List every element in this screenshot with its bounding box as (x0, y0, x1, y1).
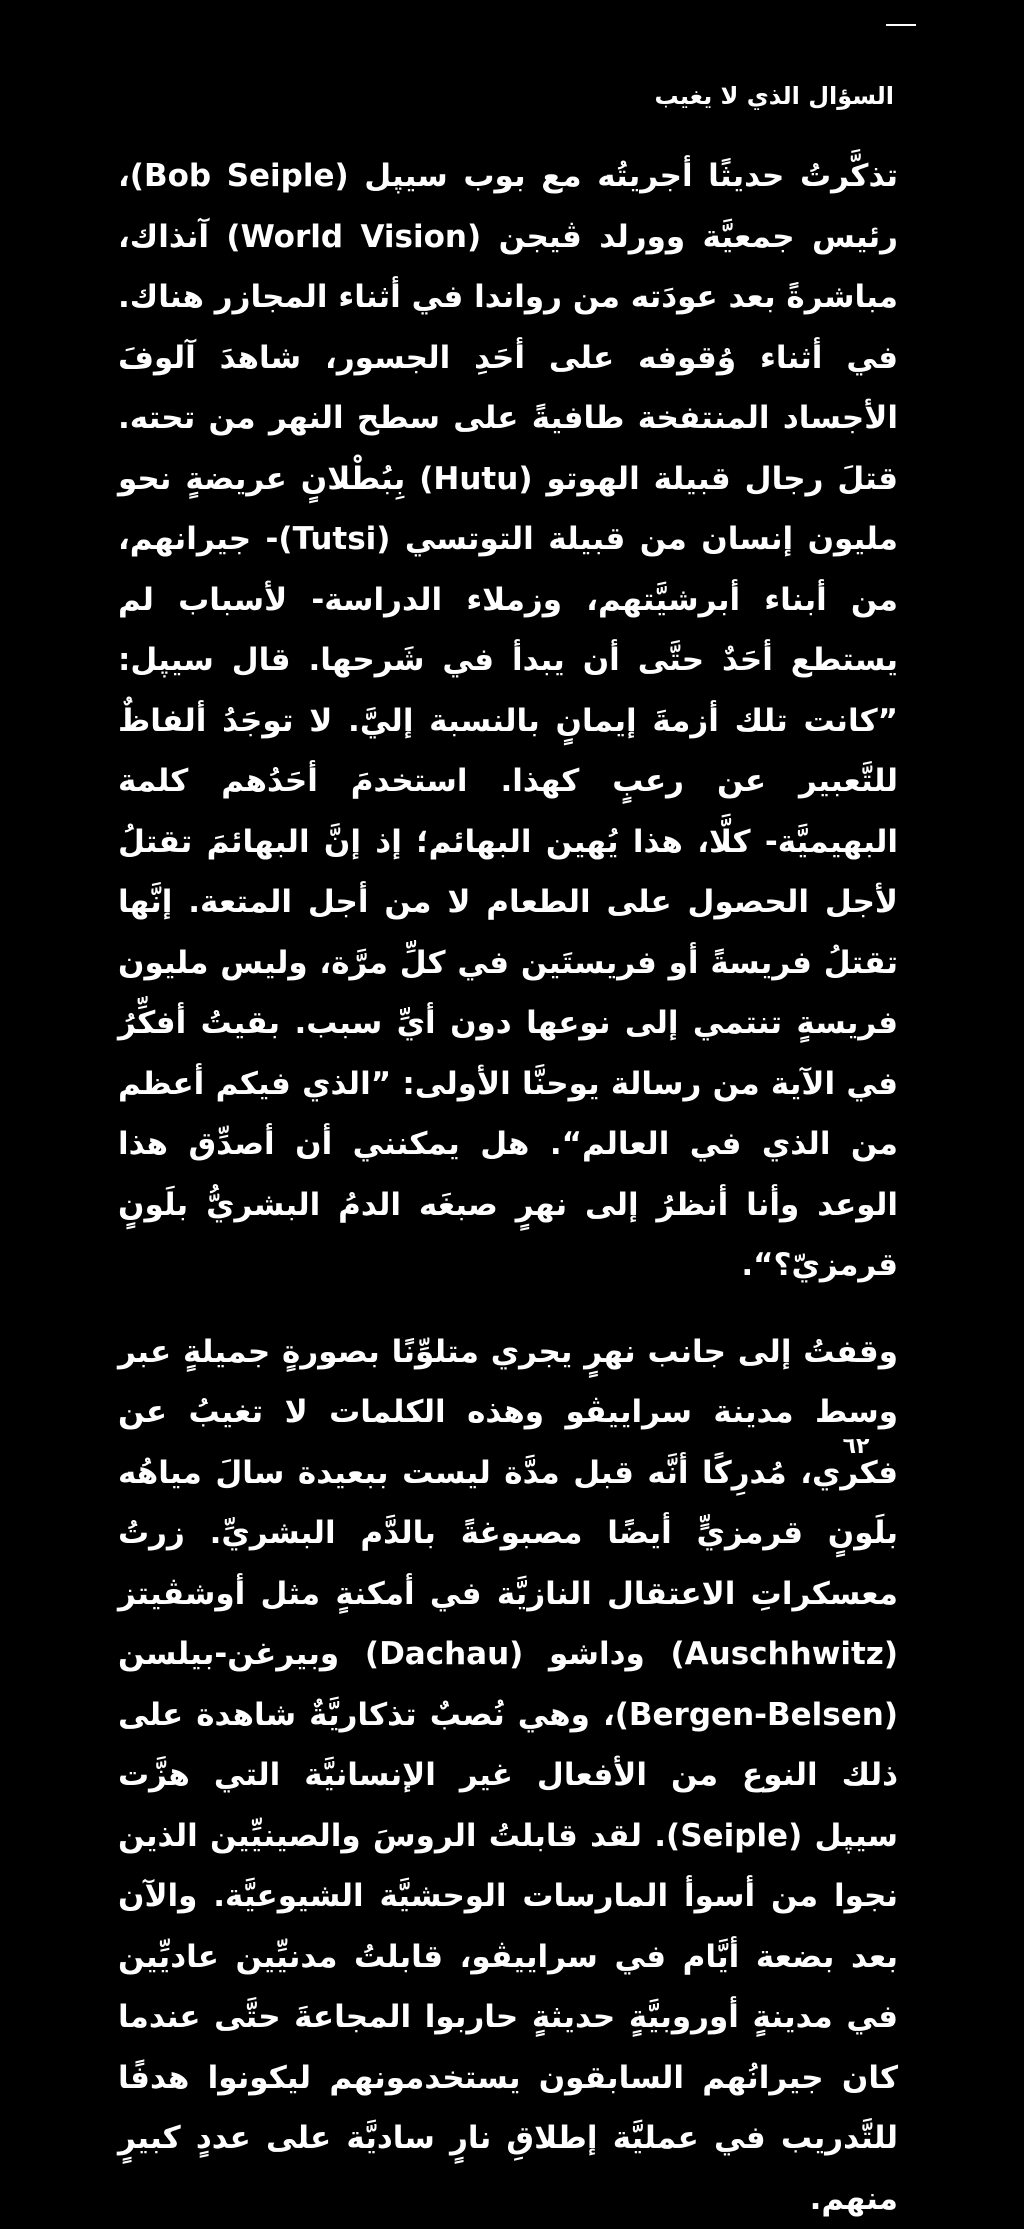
running-header: السؤال الذي لا يغيب (118, 76, 894, 116)
top-rule (886, 24, 916, 26)
body-paragraph-2: وقفتُ إلى جانب نهرٍ يجري متلوِّنًا بصورةٍ جميلةٍ عبر وسط مدينة سراييڤو وهذه الكلمات لا تغيبُ عن فكري، مُدرِكًا أنَّه قبل مدَّة ليست ببعيدة سالَ مياهُه بلَونٍ قرمزيٍّ أيضًا مصبوغةً بالدَّم البشريِّ. زرتُ معسكراتِ الاعتقال النازيَّة في أمكنةٍ مثل أوشڤيتز (Auschhwitz) وداشو (Dachau) وبيرغن-بيلسن (Bergen-Belsen)، وهي نُصبٌ تذكاريَّةٌ شاهدة على ذلك النوع من الأفعال غير الإنسانيَّة التي هزَّت سيپل (Seiple). لقد قابلتُ الروسَ والصينيِّين الذين نجوا من أسوأ المارسات الوحشيَّة الشيوعيَّة. والآن بعد بضعة أيَّام في سراييڤو، قابلتُ مدنيِّين عاديِّين في مدينةٍ أوروبيَّةٍ حديثةٍ حاربوا المجاعةَ حتَّى عندما كان جيرانُهم السابقون يستخدمونهم ليكونوا هدفًا للتَّدريب في عمليَّة إطلاقِ نارٍ ساديَّة على عددٍ كبيرٍ منهم. (118, 1322, 898, 2229)
page-number: ٦٢ (836, 1432, 876, 1462)
body-paragraph-1: تذكَّرتُ حديثًا أجريتُه مع بوب سيپل (Bob Seiple)، رئيس جمعيَّة وورلد ڤيجن (World Vision) آنذاك، مباشرةً بعد عودَته من رواندا في أثناء المجازر هناك. في أثناء وُقوفه على أحَدِ الجسور، شاهدَ آلوفَ الأجساد المنتفخة طافيةً على سطح النهر من تحته. قتلَ رجال قبيلة الهوتو (Hutu) بِبُطْلانٍ عريضةٍ نحو مليون إنسان من قبيلة التوتسي (Tutsi)- جيرانهم، من أبناء أبرشيَّتهم، وزملاء الدراسة- لأسباب لم يستطع أحَدٌ حتَّى أن يبدأ في شَرحها. قال سيپل: ”كانت تلك أزمةَ إيمانٍ بالنسبة إليَّ. لا توجَدُ ألفاظٌ للتَّعبير عن رعبٍ كهذا. استخدمَ أحَدُهم كلمة البهيميَّة- كلَّا، هذا يُهين البهائم؛ إذ إنَّ البهائمَ تقتلُ لأجل الحصول على الطعام لا من أجل المتعة. إنَّها تقتلُ فريسةً أو فريستَين في كلِّ مرَّة، وليس مليون فريسةٍ تنتمي إلى نوعها دون أيِّ سبب. بقيتُ أفكِّرُ في الآية من رسالة يوحنَّا الأولى: ”الذي فيكم أعظم من الذي في العالم“. هل يمكنني أن أصدِّق هذا الوعد وأنا أنظرُ إلى نهرٍ صبغَه الدمُ البشريُّ بلَونٍ قرمزيّ؟“. (118, 146, 898, 1296)
page-content (118, 76, 898, 2229)
